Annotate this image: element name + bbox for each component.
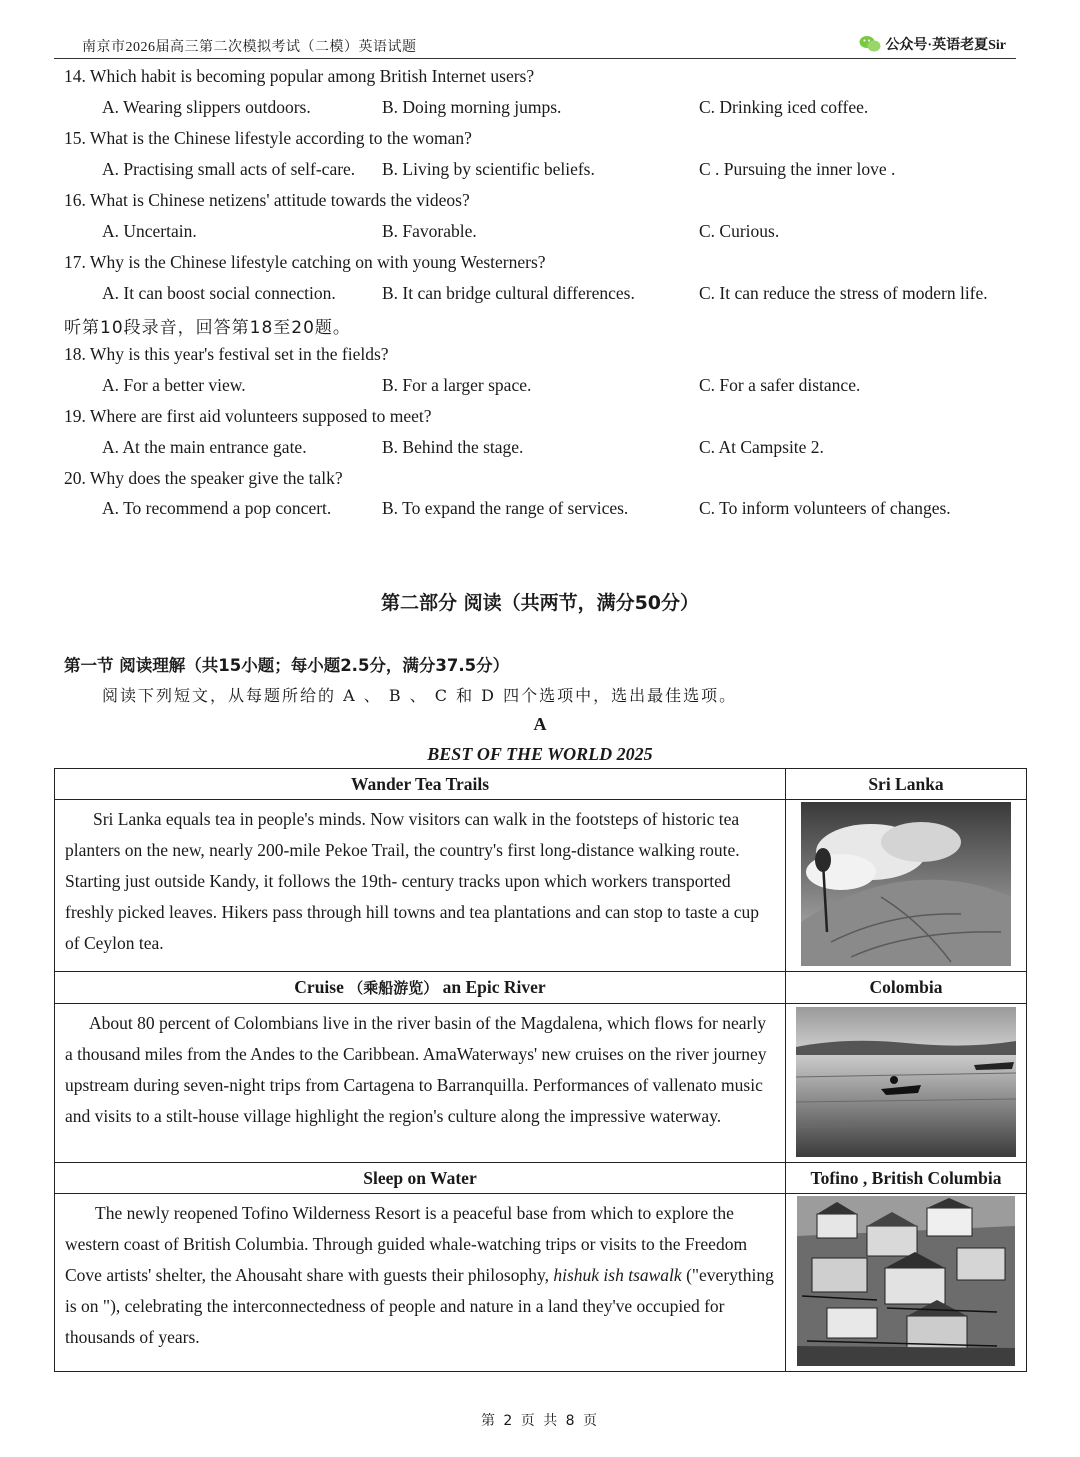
entry-body	[55, 1004, 786, 1163]
floating-village-photo	[786, 1194, 1027, 1372]
option-18c: C. For a safer distance.	[699, 375, 861, 395]
question-14: 14. Which habit is becoming popular among British Internet users?	[64, 66, 535, 86]
option-14b: B. Doing morning jumps.	[382, 97, 562, 117]
section-instruction: 阅读下列短文，从每题所给的 A 、 B 、 C 和 D 四个选项中，选出最佳选项。	[102, 686, 738, 705]
page-header	[54, 28, 1016, 59]
option-16b: B. Favorable.	[382, 221, 477, 241]
page-number: 第 2 页 共 8 页	[480, 1413, 600, 1429]
entry-place: Tofino , British Columbia	[786, 1163, 1027, 1194]
option-18a: A. For a better view.	[102, 375, 246, 395]
option-18b: B. For a larger space.	[382, 375, 532, 395]
entry-heading: Wander Tea Trails	[55, 769, 786, 800]
table-row	[55, 1004, 1027, 1163]
listening-instruction: 听第10段录音，回答第18至20题。	[64, 318, 351, 338]
entry-heading-pre: Cruise	[294, 977, 344, 997]
option-15a: A. Practising small acts of self-care.	[102, 159, 356, 179]
table-row	[55, 769, 1027, 800]
entry-place: Sri Lanka	[786, 769, 1027, 800]
exam-title: 南京市2026届高三第二次模拟考试（二模）英语试题	[82, 40, 417, 55]
option-16a: A. Uncertain.	[102, 221, 197, 241]
entry-place: Colombia	[786, 972, 1027, 1004]
question-20: 20. Why does the speaker give the talk?	[64, 468, 343, 488]
option-14a: A. Wearing slippers outdoors.	[102, 97, 311, 117]
entry-body	[55, 800, 786, 972]
part-two-title: 第二部分 阅读（共两节，满分50分）	[380, 592, 700, 614]
entry-heading-post: an Epic River	[442, 977, 546, 997]
entry-heading	[55, 972, 786, 1004]
option-16c: C. Curious.	[699, 221, 780, 241]
option-19a: A. At the main entrance gate.	[102, 437, 307, 457]
entry-heading: Sleep on Water	[55, 1163, 786, 1194]
question-17: 17. Why is the Chinese lifestyle catching on with young Westerners?	[64, 252, 546, 272]
river-boat-photo	[786, 1004, 1027, 1163]
entry-text: About 80 percent of Colombians live in the river basin of the Magdalena, which flows for nearly a thousand miles from the Andes to the Caribbean. AmaWaterways' new cruises on the river journey upstream during seven-night trips from Cartagena to Barranquilla. Performances of vallenato music and visits to a stilt-house village highlight the region's culture along the impressive waterway.	[65, 1013, 767, 1126]
option-20b: B. To expand the range of services.	[382, 498, 629, 518]
passage-table	[54, 768, 1027, 1372]
question-19: 19. Where are first aid volunteers supposed to meet?	[64, 406, 432, 426]
option-19c: C. At Campsite 2.	[699, 437, 824, 457]
option-17c: C. It can reduce the stress of modern life.	[699, 283, 988, 303]
wechat-icon	[859, 35, 881, 53]
table-row	[55, 972, 1027, 1004]
option-14c: C. Drinking iced coffee.	[699, 97, 869, 117]
section-one-title: 第一节 阅读理解（共15小题；每小题2.5分，满分37.5分）	[64, 656, 510, 675]
passage-title: BEST OF THE WORLD 2025	[427, 744, 653, 764]
entry-text: Sri Lanka equals tea in people's minds. Now visitors can walk in the footsteps of historic tea planters on the new, nearly 200-mile Pekoe Trail, the country's first long-distance walking route. Starting just outside Kandy, it follows the 19th- century tracks upon which workers transported freshly picked leaves. Hikers pass through hill towns and tea plantations and can stop to taste a cup of Ceylon tea.	[65, 809, 759, 953]
entry-text-pre: The newly reopened Tofino Wilderness Resort is a peaceful base from which to explore the western coast of British Columbia. Through guided whale-watching trips or visits to the Freedom Cove artists' shelter, the Ahousaht share with guests their philosophy,	[65, 1203, 748, 1285]
question-15: 15. What is the Chinese lifestyle according to the woman?	[64, 128, 472, 148]
option-15b: B. Living by scientific beliefs.	[382, 159, 595, 179]
entry-text-italic: hishuk ish tsawalk	[553, 1265, 682, 1285]
option-20a: A. To recommend a pop concert.	[102, 498, 332, 518]
table-row	[55, 800, 1027, 972]
entry-text	[65, 1198, 777, 1353]
entry-body	[55, 1194, 786, 1372]
question-18: 18. Why is this year's festival set in the fields?	[64, 344, 389, 364]
account-label	[859, 34, 1006, 54]
entry-heading-cn: （乘船游览）	[348, 979, 439, 997]
question-16: 16. What is Chinese netizens' attitude towards the videos?	[64, 190, 470, 210]
account-name: 公众号·英语老夏Sir	[885, 38, 1006, 53]
option-20c: C. To inform volunteers of changes.	[699, 498, 951, 518]
option-17b: B. It can bridge cultural differences.	[382, 283, 635, 303]
passage-letter: A	[533, 714, 547, 734]
entry-text-post: ("everything is on "), celebrating the interconnectedness of people and nature in a land they've occupied for thousands of years.	[65, 1265, 774, 1347]
option-19b: B. Behind the stage.	[382, 437, 524, 457]
table-row	[55, 1194, 1027, 1372]
option-15c: C . Pursuing the inner love .	[699, 159, 896, 179]
tea-hills-photo	[786, 800, 1027, 972]
table-row	[55, 1163, 1027, 1194]
option-17a: A. It can boost social connection.	[102, 283, 336, 303]
